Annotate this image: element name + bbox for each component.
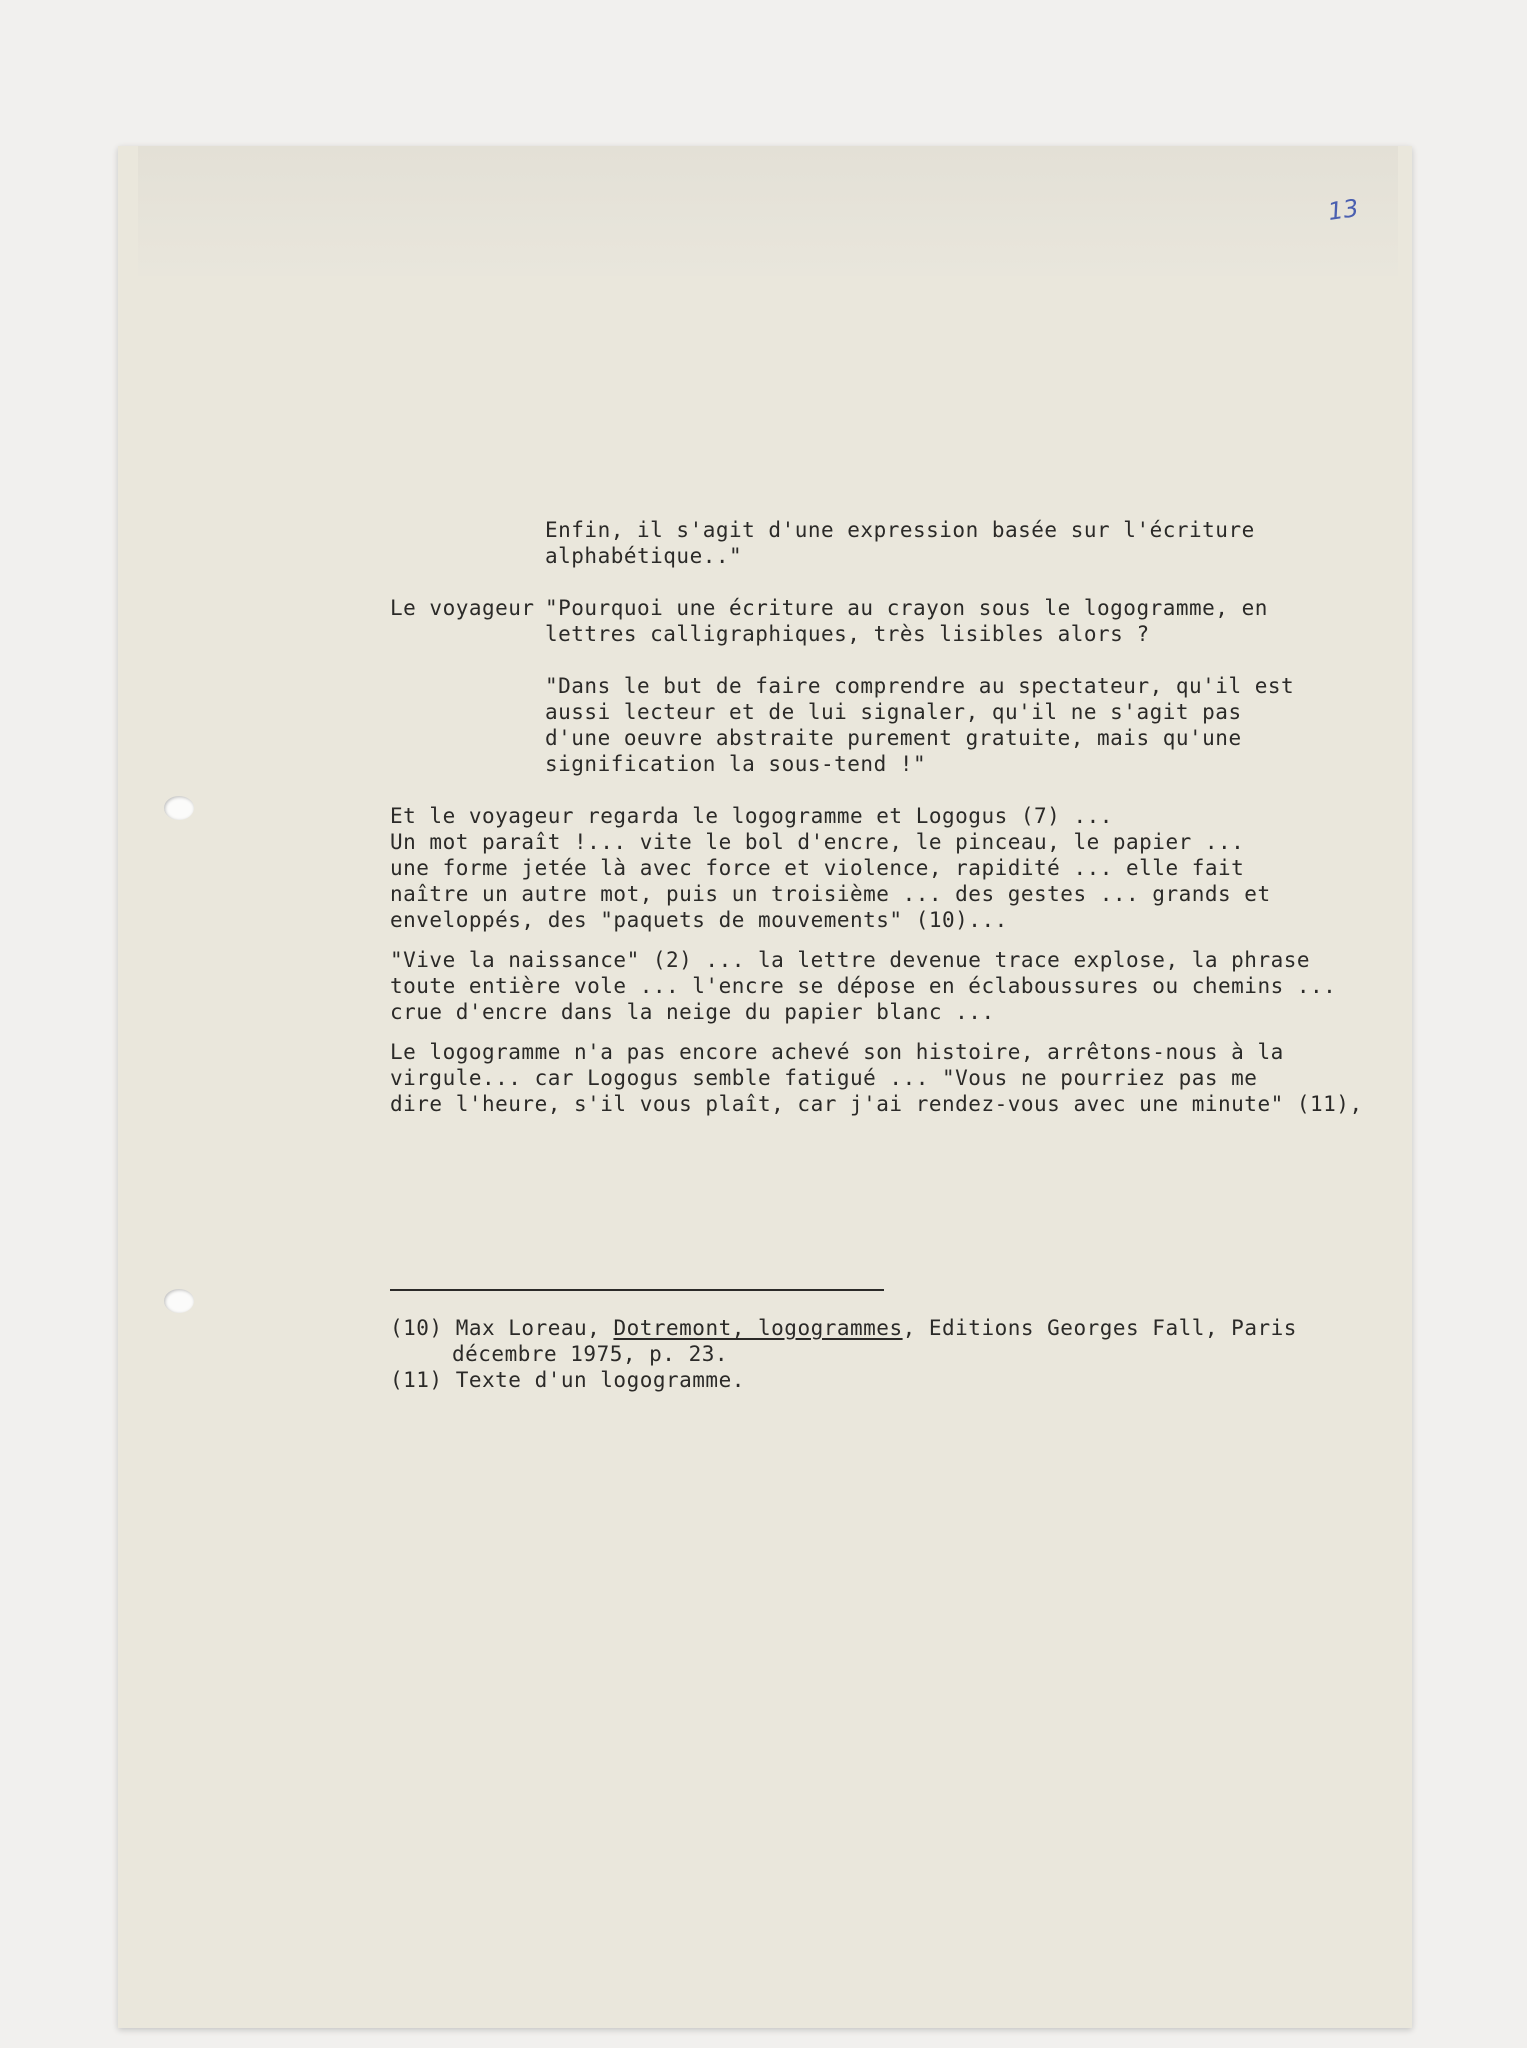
naissance-line-3: crue d'encre dans la neige du papier blanc ... — [390, 1000, 995, 1024]
question-line-1: "Pourquoi une écriture au crayon sous le logogramme, en — [545, 596, 1268, 620]
punch-hole-top — [164, 796, 194, 820]
enfin-line-2: alphabétique.." — [545, 544, 743, 568]
handwritten-page-number: 13 — [1326, 194, 1361, 226]
histoire-line-2: virgule... car Logogus semble fatigué ... "Vous ne pourriez pas me — [390, 1066, 1258, 1090]
answer-line-4: signification la sous-tend !" — [545, 752, 927, 776]
answer-line-3: d'une oeuvre abstraite purement gratuite, mais qu'une — [545, 726, 1242, 750]
naissance-line-2: toute entière vole ... l'encre se dépose en éclaboussures ou chemins ... — [390, 974, 1337, 998]
regarda-line-5: enveloppés, des "paquets de mouvements" (10)... — [390, 908, 1008, 932]
page-top-band — [138, 146, 1398, 276]
footnote-10-suffix: , Editions Georges Fall, Paris — [902, 1316, 1297, 1340]
enfin-line-1: Enfin, il s'agit d'une expression basée sur l'écriture — [545, 518, 1255, 542]
question-line-2: lettres calligraphiques, très lisibles alors ? — [545, 622, 1150, 646]
histoire-line-1: Le logogramme n'a pas encore achevé son histoire, arrêtons-nous à la — [390, 1040, 1284, 1064]
typewritten-page — [118, 146, 1412, 2028]
footnote-separator — [390, 1289, 884, 1291]
answer-line-1: "Dans le but de faire comprendre au spectateur, qu'il est — [545, 674, 1295, 698]
footnote-10 — [390, 1316, 1297, 1340]
footnote-10-prefix: (10) Max Loreau, — [390, 1316, 614, 1340]
punch-hole-bottom — [164, 1289, 194, 1313]
regarda-line-3: une forme jetée là avec force et violence, rapidité ... elle fait — [390, 856, 1245, 880]
footnote-11: (11) Texte d'un logogramme. — [390, 1368, 745, 1392]
regarda-line-4: naître un autre mot, puis un troisième ... des gestes ... grands et — [390, 882, 1271, 906]
regarda-line-1: Et le voyageur regarda le logogramme et Logogus (7) ... — [390, 804, 1113, 828]
regarda-line-2: Un mot paraît !... vite le bol d'encre, le pinceau, le papier ... — [390, 830, 1245, 854]
footnote-10-title: Dotremont, logogrammes — [613, 1316, 903, 1340]
footnote-10-line-2: décembre 1975, p. 23. — [452, 1342, 729, 1366]
histoire-line-3: dire l'heure, s'il vous plaît, car j'ai rendez-vous avec une minute" (11), — [390, 1092, 1363, 1116]
answer-line-2: aussi lecteur et de lui signaler, qu'il ne s'agit pas — [545, 700, 1242, 724]
speaker-label: Le voyageur — [390, 596, 535, 620]
naissance-line-1: "Vive la naissance" (2) ... la lettre devenue trace explose, la phrase — [390, 948, 1311, 972]
